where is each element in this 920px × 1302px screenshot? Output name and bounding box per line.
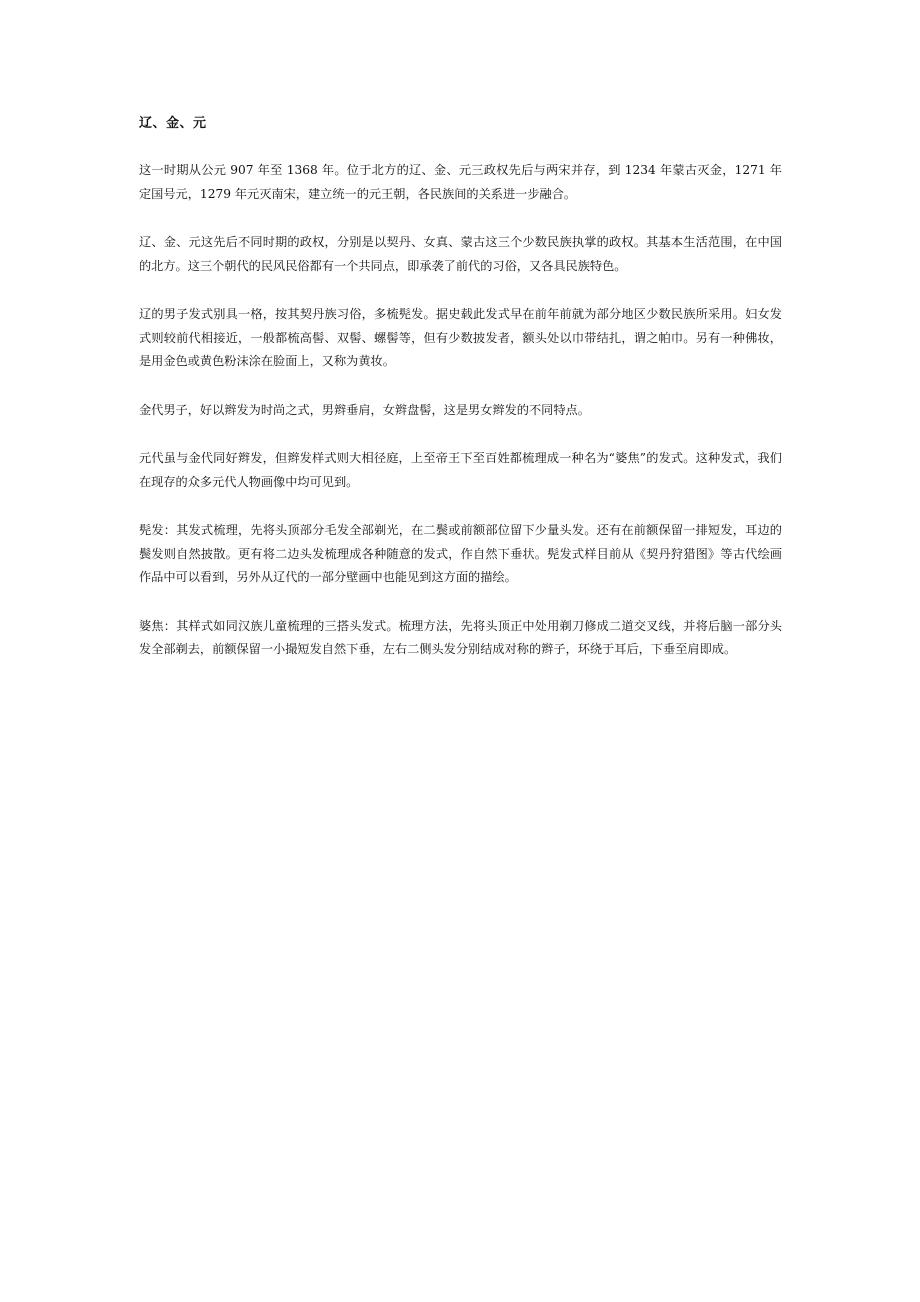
paragraph-yuan-pojiao: 元代虽与金代同好辫发，但辫发样式则大相径庭，上至帝王下至百姓都梳理成一种名为“婆焦”的发式。这种发式，我们在现存的众多元代人物画像中均可见到。 [139, 451, 782, 489]
paragraph-pojiao: 婆焦：其样式如同汉族儿童梳理的三搭头发式。梳理方法，先将头顶正中处用剃刀修成二道交叉线，并将后脑一部分头发全部剃去，前额保留一小撮短发自然下垂，左右二侧头发分别结成对称的辫子，环绕于耳后，下垂至肩即成。 [139, 618, 782, 656]
paragraph-kunfa: 髡发：其发式梳理，先将头顶部分毛发全部剃光，在二鬓或前额部位留下少量头发。还有在前额保留一排短发，耳边的鬓发则自然披散。更有将二边头发梳理成各种随意的发式，作自然下垂状。髡发式样目前从《契丹狩猎图》等古代绘画作品中可以看到，另外从辽代的一部分壁画中也能见到这方面的描绘。 [139, 523, 782, 584]
paragraph-jin-braids: 金代男子，好以辫发为时尚之式，男辫垂肩，女辫盘髻，这是男女辫发的不同特点。 [139, 402, 590, 417]
paragraph-period-overview: 这一时期从公元 907 年至 1368 年。位于北方的辽、金、元三政权先后与两宋并存，到 1234 年蒙古灭金，1271 年定国号元，1279 年元灭南宋，建立统一的元王朝，各民族间的关系进一步融合。 [139, 163, 782, 201]
paragraph-liao-hairstyles: 辽的男子发式别具一格，按其契丹族习俗，多梳髡发。据史载此发式早在前年前就为部分地区少数民族所采用。妇女发式则较前代相接近，一般都梳高髻、双髻、螺髻等，但有少数披发者，额头处以巾带结扎，谓之帕巾。另有一种佛妆，是用金色或黄色粉沫涂在脸面上，又称为黄妆。 [139, 307, 782, 368]
paragraph-regimes: 辽、金、元这先后不同时期的政权，分别是以契丹、女真、蒙古这三个少数民族执掌的政权。其基本生活范围，在中国的北方。这三个朝代的民风民俗都有一个共同点，即承袭了前代的习俗，又各具民族特色。 [139, 235, 782, 273]
document-body [139, 113, 782, 687]
document-title: 辽、金、元 [139, 116, 207, 131]
